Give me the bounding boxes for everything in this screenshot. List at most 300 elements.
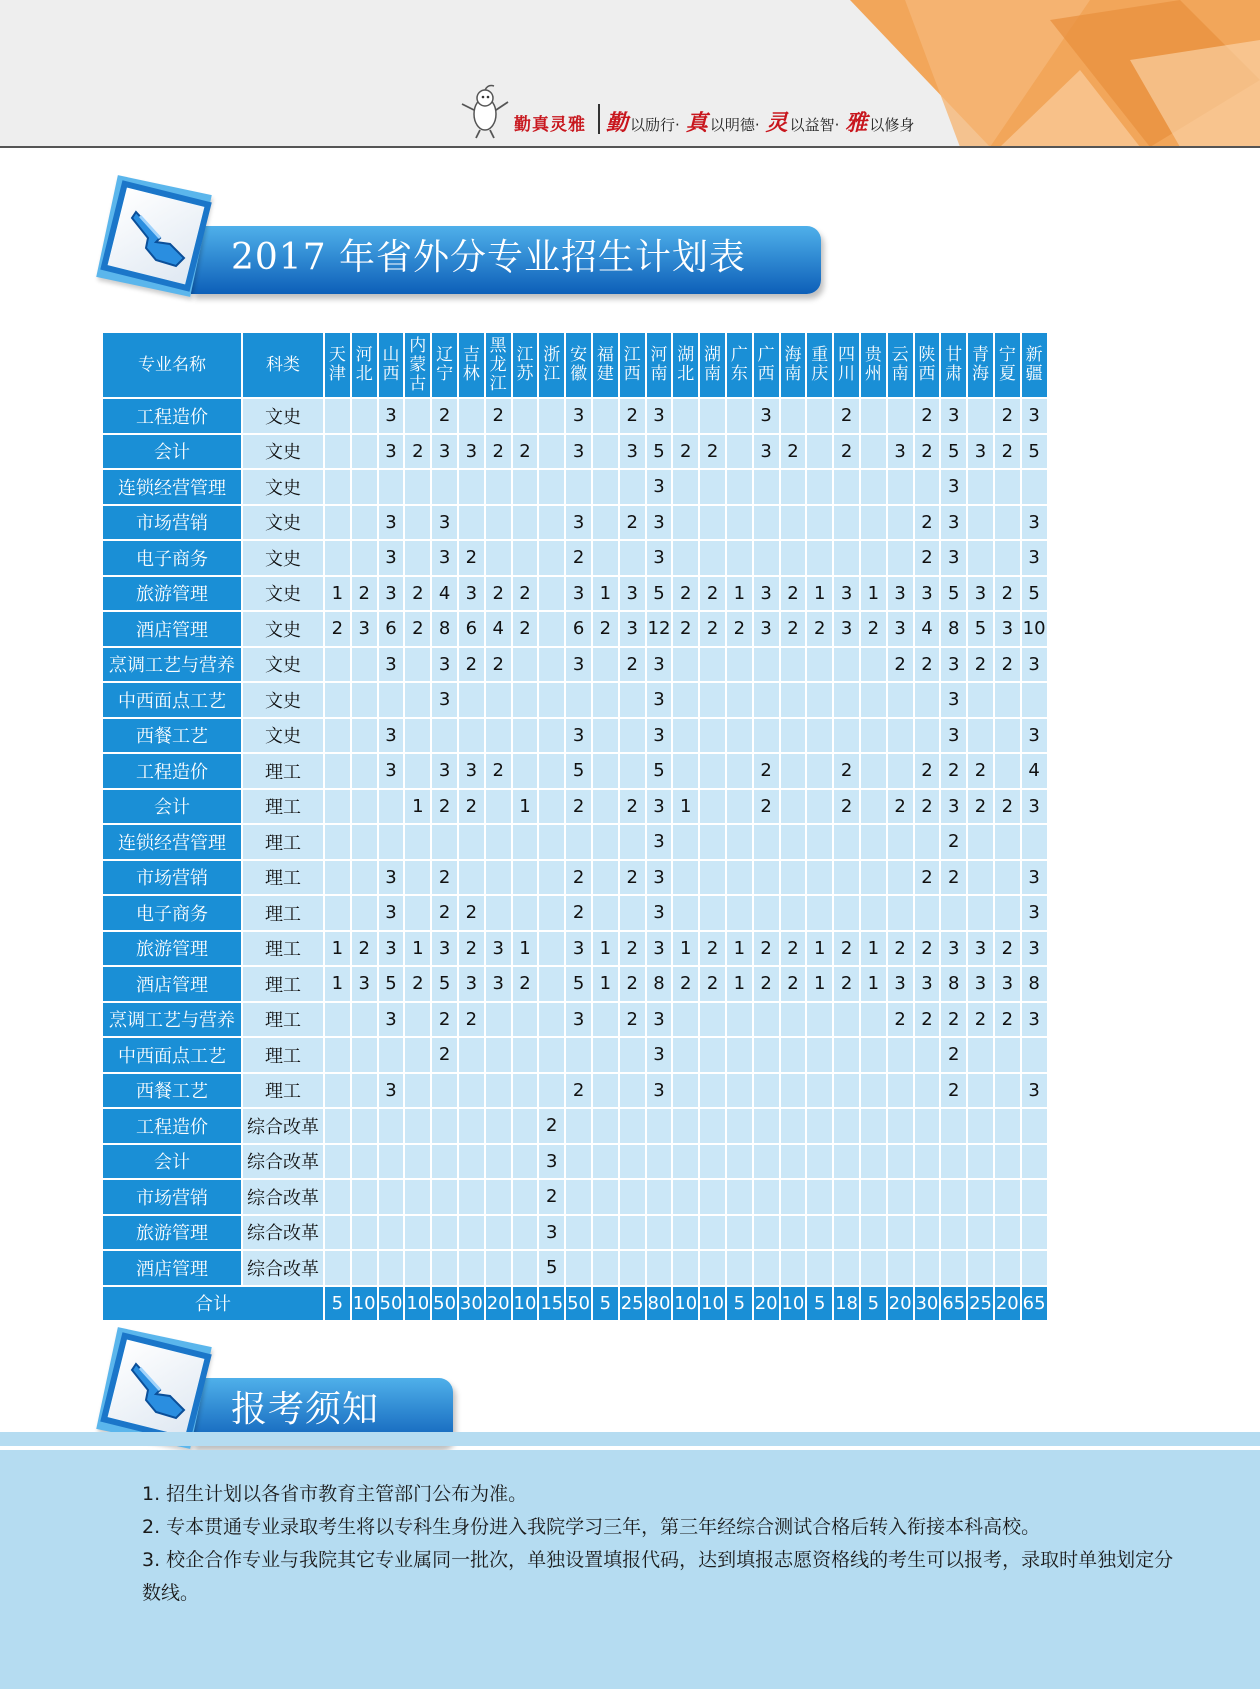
quota-cell: 3 [646, 789, 673, 825]
quota-cell: 2 [485, 753, 512, 789]
total-cell: 10 [672, 1286, 699, 1321]
quota-cell [324, 1144, 351, 1180]
total-cell: 5 [324, 1286, 351, 1321]
notes-title: 报考须知 [231, 1389, 380, 1430]
quota-cell [860, 434, 887, 470]
quota-cell [753, 505, 780, 541]
quota-cell [538, 576, 565, 612]
quota-cell [726, 824, 753, 860]
header-region: 河北 [351, 332, 378, 398]
quota-cell [619, 718, 646, 754]
quota-cell: 2 [833, 789, 860, 825]
quota-cell [351, 1250, 378, 1286]
quota-cell: 2 [565, 860, 592, 896]
quota-cell [994, 682, 1021, 718]
quota-cell [780, 1002, 807, 1038]
quota-cell: 2 [753, 789, 780, 825]
quota-cell [806, 718, 833, 754]
quota-cell [806, 505, 833, 541]
quota-cell: 2 [967, 789, 994, 825]
quota-cell [887, 540, 914, 576]
major-name-cell: 电子商务 [102, 540, 242, 576]
quota-cell [887, 1037, 914, 1073]
quota-cell [538, 434, 565, 470]
quota-cell: 2 [833, 931, 860, 967]
quota-cell [967, 1215, 994, 1251]
quota-cell: 2 [806, 611, 833, 647]
quota-cell [994, 860, 1021, 896]
quota-cell: 3 [565, 1002, 592, 1038]
quota-cell [753, 1037, 780, 1073]
quota-cell [726, 789, 753, 825]
quota-cell: 3 [646, 647, 673, 683]
category-cell: 文史 [242, 505, 324, 541]
header-region: 甘肃 [940, 332, 967, 398]
quota-cell [806, 1037, 833, 1073]
quota-cell [887, 1073, 914, 1109]
quota-cell [726, 753, 753, 789]
quota-cell [806, 398, 833, 434]
quota-cell [431, 1250, 458, 1286]
category-cell: 文史 [242, 718, 324, 754]
quota-cell [378, 824, 405, 860]
header-category: 科类 [242, 332, 324, 398]
quota-cell [699, 895, 726, 931]
quota-cell [565, 469, 592, 505]
quota-cell [833, 1073, 860, 1109]
quota-cell [619, 824, 646, 860]
quota-cell [780, 1179, 807, 1215]
quota-cell: 2 [404, 576, 431, 612]
quota-cell [914, 718, 941, 754]
quota-cell [512, 1073, 539, 1109]
quota-cell: 2 [619, 931, 646, 967]
quota-cell [324, 860, 351, 896]
quota-cell: 2 [994, 931, 1021, 967]
quota-cell: 2 [780, 576, 807, 612]
quota-cell: 2 [699, 966, 726, 1002]
quota-cell [404, 1002, 431, 1038]
quota-cell [860, 1250, 887, 1286]
quota-cell [860, 647, 887, 683]
quota-cell [967, 1037, 994, 1073]
quota-cell [592, 1250, 619, 1286]
quota-cell [726, 469, 753, 505]
quota-cell [699, 1179, 726, 1215]
quota-cell [887, 469, 914, 505]
table-row [102, 1215, 1048, 1251]
quota-cell: 3 [887, 576, 914, 612]
quota-cell: 2 [485, 398, 512, 434]
quota-cell: 3 [940, 682, 967, 718]
quota-cell [726, 682, 753, 718]
quota-cell [565, 824, 592, 860]
quota-cell [1021, 1108, 1048, 1144]
notes-list [142, 1478, 1192, 1610]
table-row [102, 611, 1048, 647]
quota-cell: 2 [351, 576, 378, 612]
table-row [102, 753, 1048, 789]
header-region: 湖南 [699, 332, 726, 398]
quota-cell: 5 [646, 576, 673, 612]
quota-cell [592, 860, 619, 896]
major-name-cell: 会计 [102, 789, 242, 825]
quota-cell [699, 1108, 726, 1144]
quota-cell: 1 [512, 931, 539, 967]
quota-cell [780, 1108, 807, 1144]
quota-cell: 2 [914, 789, 941, 825]
quota-cell [699, 789, 726, 825]
quota-cell [699, 682, 726, 718]
quota-cell: 1 [726, 931, 753, 967]
table-row [102, 647, 1048, 683]
quota-cell [324, 540, 351, 576]
quota-cell [914, 824, 941, 860]
quota-cell [940, 1144, 967, 1180]
quota-cell: 3 [485, 931, 512, 967]
header-region: 海南 [780, 332, 807, 398]
total-cell: 15 [538, 1286, 565, 1321]
quota-cell: 2 [753, 753, 780, 789]
quota-cell [753, 718, 780, 754]
quota-cell [914, 1144, 941, 1180]
quota-cell [753, 1250, 780, 1286]
quota-cell [860, 718, 887, 754]
quota-cell: 3 [1021, 540, 1048, 576]
quota-cell [592, 1215, 619, 1251]
quota-cell [351, 1002, 378, 1038]
quota-cell: 3 [458, 753, 485, 789]
quota-cell [833, 824, 860, 860]
quota-cell [485, 895, 512, 931]
quota-cell [806, 540, 833, 576]
total-cell: 20 [485, 1286, 512, 1321]
quota-cell [672, 824, 699, 860]
quota-cell [940, 1179, 967, 1215]
quota-cell [967, 895, 994, 931]
quota-cell [672, 647, 699, 683]
note-item: 3. 校企合作专业与我院其它专业属同一批次，单独设置填报代码，达到填报志愿资格线的考生可以报考，录取时单独划定分数线。 [142, 1549, 1174, 1604]
quota-cell [833, 1037, 860, 1073]
quota-cell [619, 1037, 646, 1073]
major-name-cell: 电子商务 [102, 895, 242, 931]
quota-cell [619, 1179, 646, 1215]
quota-cell [672, 1108, 699, 1144]
quota-cell: 4 [1021, 753, 1048, 789]
quota-cell [458, 398, 485, 434]
brand-separator [598, 104, 600, 134]
quota-cell: 3 [967, 966, 994, 1002]
quota-cell [726, 860, 753, 896]
quota-cell [887, 718, 914, 754]
quota-cell [378, 469, 405, 505]
header-region: 福建 [592, 332, 619, 398]
quota-cell: 2 [914, 434, 941, 470]
quota-cell [351, 824, 378, 860]
quota-cell [699, 1144, 726, 1180]
quota-cell: 2 [914, 647, 941, 683]
major-name-cell: 西餐工艺 [102, 1073, 242, 1109]
quota-cell [378, 1179, 405, 1215]
quota-cell: 3 [565, 647, 592, 683]
quota-cell [806, 647, 833, 683]
quota-cell [458, 1215, 485, 1251]
quota-cell: 2 [887, 1002, 914, 1038]
category-cell: 文史 [242, 647, 324, 683]
quota-cell [324, 1002, 351, 1038]
quota-cell [726, 540, 753, 576]
quota-cell [378, 789, 405, 825]
note-item: 1. 招生计划以各省市教育主管部门公布为准。 [142, 1483, 528, 1505]
category-cell: 文史 [242, 682, 324, 718]
quota-cell: 3 [646, 1037, 673, 1073]
major-name-cell: 连锁经营管理 [102, 824, 242, 860]
quota-cell: 4 [431, 576, 458, 612]
quota-cell [351, 1108, 378, 1144]
quota-cell: 2 [431, 1002, 458, 1038]
quota-cell [404, 647, 431, 683]
quota-cell: 2 [458, 895, 485, 931]
quota-cell [753, 1073, 780, 1109]
quota-cell: 3 [833, 611, 860, 647]
header-major: 专业名称 [102, 332, 242, 398]
quota-cell [512, 718, 539, 754]
category-cell: 理工 [242, 753, 324, 789]
table-row [102, 1108, 1048, 1144]
quota-cell: 1 [324, 966, 351, 1002]
quota-cell [726, 1002, 753, 1038]
quota-cell [592, 1002, 619, 1038]
quota-cell [592, 469, 619, 505]
quota-cell [780, 789, 807, 825]
total-cell: 30 [458, 1286, 485, 1321]
total-cell: 50 [378, 1286, 405, 1321]
header-region: 青海 [967, 332, 994, 398]
quota-cell: 2 [940, 1073, 967, 1109]
quota-cell: 3 [538, 1215, 565, 1251]
quota-cell [672, 505, 699, 541]
category-cell: 综合改革 [242, 1215, 324, 1251]
major-name-cell: 会计 [102, 434, 242, 470]
quota-cell: 2 [565, 1073, 592, 1109]
quota-cell: 2 [672, 576, 699, 612]
quota-cell [860, 1002, 887, 1038]
quota-cell [378, 682, 405, 718]
quota-cell: 2 [458, 931, 485, 967]
quota-cell: 2 [351, 931, 378, 967]
quota-cell: 3 [351, 611, 378, 647]
quota-cell: 3 [378, 860, 405, 896]
header-region: 河南 [646, 332, 673, 398]
quota-cell: 5 [431, 966, 458, 1002]
quota-cell [860, 505, 887, 541]
category-cell: 理工 [242, 789, 324, 825]
quota-cell: 3 [565, 398, 592, 434]
quota-cell: 3 [378, 647, 405, 683]
quota-cell: 3 [378, 931, 405, 967]
quota-cell [833, 1250, 860, 1286]
category-cell: 理工 [242, 931, 324, 967]
quota-cell [485, 860, 512, 896]
quota-cell [967, 540, 994, 576]
quota-cell [324, 505, 351, 541]
quota-cell [538, 718, 565, 754]
table-row [102, 1250, 1048, 1286]
quota-cell [324, 718, 351, 754]
total-cell: 5 [726, 1286, 753, 1321]
quota-cell [914, 1179, 941, 1215]
category-cell: 理工 [242, 966, 324, 1002]
quota-cell: 5 [646, 434, 673, 470]
category-cell: 理工 [242, 860, 324, 896]
quota-cell [806, 1108, 833, 1144]
quota-cell [1021, 1250, 1048, 1286]
quota-cell: 3 [565, 505, 592, 541]
quota-cell [940, 1108, 967, 1144]
quota-cell: 1 [806, 576, 833, 612]
quota-cell: 3 [458, 966, 485, 1002]
quota-cell [1021, 1144, 1048, 1180]
quota-cell [967, 824, 994, 860]
quota-cell [458, 1073, 485, 1109]
quota-cell: 5 [565, 753, 592, 789]
quota-cell [780, 1144, 807, 1180]
quota-cell [994, 1179, 1021, 1215]
notes-top-stripe [0, 1432, 1260, 1446]
quota-cell: 2 [619, 398, 646, 434]
quota-cell [994, 753, 1021, 789]
quota-cell [699, 1073, 726, 1109]
quota-cell [967, 1144, 994, 1180]
table-row [102, 576, 1048, 612]
quota-cell: 3 [458, 434, 485, 470]
category-cell: 文史 [242, 398, 324, 434]
quota-cell [378, 1108, 405, 1144]
quota-cell [404, 505, 431, 541]
quota-cell [753, 540, 780, 576]
quota-cell: 2 [512, 966, 539, 1002]
quota-cell [512, 824, 539, 860]
total-cell: 50 [431, 1286, 458, 1321]
quota-cell: 2 [699, 576, 726, 612]
quota-cell [753, 1144, 780, 1180]
total-cell: 5 [592, 1286, 619, 1321]
quota-cell: 3 [753, 611, 780, 647]
quota-cell [672, 753, 699, 789]
quota-cell: 2 [780, 966, 807, 1002]
quota-cell [351, 753, 378, 789]
total-cell: 25 [967, 1286, 994, 1321]
quota-cell [887, 1144, 914, 1180]
quota-cell [404, 1179, 431, 1215]
quota-cell [860, 1144, 887, 1180]
quota-cell [780, 469, 807, 505]
quota-cell: 1 [672, 931, 699, 967]
quota-cell [780, 505, 807, 541]
quota-cell: 2 [592, 611, 619, 647]
quota-cell [672, 682, 699, 718]
quota-cell: 2 [672, 966, 699, 1002]
quota-cell [485, 789, 512, 825]
quota-cell: 8 [940, 966, 967, 1002]
quota-cell [833, 1179, 860, 1215]
quota-cell [726, 1073, 753, 1109]
section-title-plan [96, 182, 826, 302]
table-row [102, 1002, 1048, 1038]
quota-cell [592, 682, 619, 718]
quota-cell [940, 1250, 967, 1286]
quota-cell [485, 824, 512, 860]
quota-cell [699, 753, 726, 789]
quota-cell: 3 [1021, 398, 1048, 434]
quota-cell [887, 682, 914, 718]
quota-cell: 3 [1021, 1002, 1048, 1038]
quota-cell [860, 895, 887, 931]
major-name-cell: 市场营销 [102, 505, 242, 541]
quota-cell: 2 [833, 434, 860, 470]
category-cell: 文史 [242, 469, 324, 505]
total-cell: 10 [699, 1286, 726, 1321]
quota-cell: 1 [672, 789, 699, 825]
quota-cell [458, 1108, 485, 1144]
quota-cell [565, 1250, 592, 1286]
quota-cell: 2 [404, 434, 431, 470]
quota-cell: 3 [940, 469, 967, 505]
quota-cell [806, 1002, 833, 1038]
quota-cell [404, 540, 431, 576]
quota-cell: 5 [646, 753, 673, 789]
quota-cell [512, 398, 539, 434]
quota-cell [806, 824, 833, 860]
quota-cell [512, 1037, 539, 1073]
category-cell: 文史 [242, 576, 324, 612]
quota-cell [512, 753, 539, 789]
header-region: 山西 [378, 332, 405, 398]
header-region: 广东 [726, 332, 753, 398]
quota-cell [351, 1037, 378, 1073]
header-region: 黑龙江 [485, 332, 512, 398]
quota-cell: 3 [940, 718, 967, 754]
quota-cell: 3 [378, 718, 405, 754]
table-row [102, 505, 1048, 541]
quota-cell: 3 [994, 611, 1021, 647]
quota-cell: 2 [619, 860, 646, 896]
table-row [102, 718, 1048, 754]
quota-cell [431, 1144, 458, 1180]
major-name-cell: 市场营销 [102, 1179, 242, 1215]
quota-cell [351, 1215, 378, 1251]
quota-cell [431, 469, 458, 505]
quota-cell [672, 398, 699, 434]
motto-char: 雅 [845, 110, 868, 136]
quota-cell [351, 860, 378, 896]
quota-cell [833, 469, 860, 505]
major-name-cell: 烹调工艺与营养 [102, 647, 242, 683]
quota-cell [458, 682, 485, 718]
quota-cell: 3 [565, 434, 592, 470]
quota-cell: 2 [914, 505, 941, 541]
table-row [102, 895, 1048, 931]
quota-cell [726, 1179, 753, 1215]
quota-cell: 2 [940, 824, 967, 860]
total-cell: 20 [994, 1286, 1021, 1321]
quota-cell [512, 647, 539, 683]
quota-cell: 5 [538, 1250, 565, 1286]
quota-cell [914, 469, 941, 505]
quota-cell [994, 540, 1021, 576]
quota-cell [994, 824, 1021, 860]
quota-cell: 3 [351, 966, 378, 1002]
